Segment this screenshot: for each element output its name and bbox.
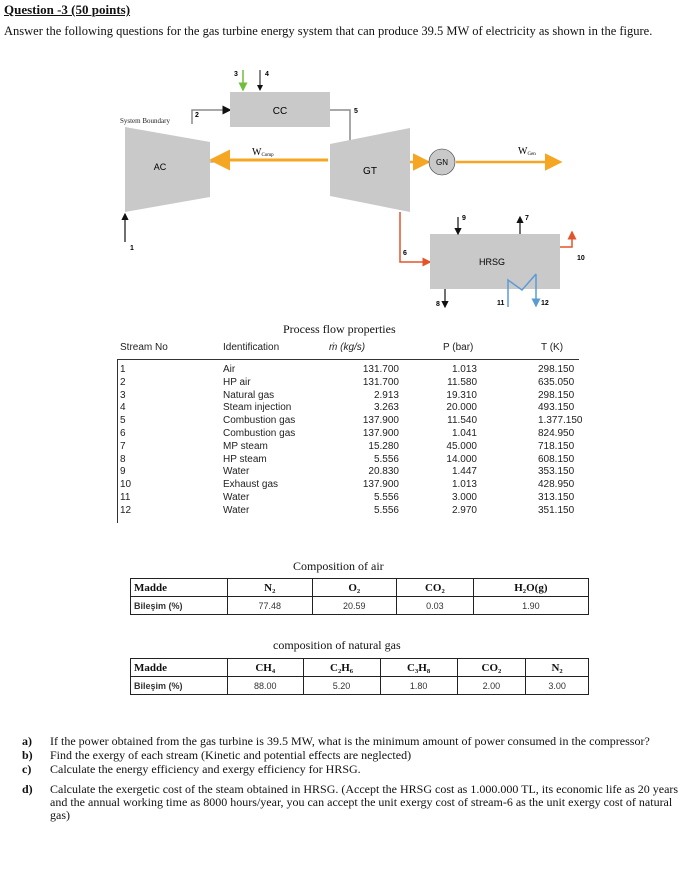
hrsg-label: HRSG (478, 257, 506, 267)
table-cell: 3.000 (451, 492, 477, 503)
air-value: 0.03 (397, 597, 474, 615)
air-species: CO₂ (397, 579, 474, 597)
gas-species: CH₄ (228, 659, 304, 677)
table-cell: 15.280 (368, 440, 399, 452)
table-cell: Exhaust gas (223, 479, 279, 491)
table-cell: 11.580 (447, 376, 477, 388)
air-value: 77.48 (228, 597, 313, 615)
boundary-label: System Boundary (120, 117, 170, 125)
table-cell: 2.970 (451, 504, 477, 516)
air-species: O₂ (312, 579, 397, 597)
gas-value: 5.20 (303, 677, 380, 695)
table-cell: 20.830 (368, 466, 399, 478)
table-row (117, 415, 583, 427)
ac-label: AC (153, 162, 167, 172)
air-comp-table (130, 578, 589, 615)
gas-madde-label: Madde (131, 659, 228, 677)
table-cell: 6 (120, 428, 126, 439)
table-cell: 718.150 (538, 440, 575, 452)
table-cell: Combustion gas (223, 428, 296, 439)
table-cell: HP steam (223, 453, 267, 465)
cc-label: CC (272, 106, 288, 117)
table-row (117, 492, 579, 504)
gas-comp-table (130, 658, 589, 695)
header-identification: Identification (223, 342, 280, 353)
gn-label: GN (436, 158, 448, 167)
question-item-a: a) If the power obtained from the gas turbine is 39.5 MW, what is the minimum amount of power consumed in the compressor? (22, 734, 650, 748)
table-cell: 353.150 (538, 466, 575, 478)
table-cell: Steam injection (223, 402, 292, 414)
system-diagram (100, 62, 600, 312)
gas-species: C₂H₆ (303, 659, 380, 677)
table-row (117, 377, 579, 389)
gas-species: N₂ (526, 659, 589, 677)
table-row (117, 428, 579, 440)
question-item-d: d) Calculate the exergetic cost of the steam obtained in HRSG. (Accept the HRSG cost as 1.000.000 TL, its economic life as 20 years and the annual working time as 8000 hours/year, you can accept the unit exergy cost of stream-6 as the unit exergy cost of natural gas) (22, 782, 679, 822)
gas-value: 3.00 (526, 677, 589, 695)
table-cell: Water (223, 504, 250, 516)
table-cell: 1 (120, 364, 126, 375)
header-temperature: T (K) (541, 342, 564, 353)
table-cell: 12 (120, 504, 132, 516)
gas-value: 1.80 (380, 677, 457, 695)
header-stream: Stream No (120, 342, 168, 353)
table-cell: 20.000 (446, 402, 477, 414)
table-cell: 824.950 (538, 428, 575, 439)
gas-species: C₃H₈ (380, 659, 457, 677)
table-cell: Combustion gas (223, 415, 296, 427)
air-species: N₂ (228, 579, 313, 597)
wgen-label: WGen (518, 146, 536, 157)
table-cell: 137.900 (362, 479, 399, 491)
stream-label-8: 8 (436, 301, 440, 308)
table-row (117, 454, 579, 466)
table-cell: 5.556 (373, 492, 399, 503)
table-cell: 298.150 (538, 389, 575, 401)
process-table-title: Process flow properties (283, 322, 396, 336)
stream-10-line (560, 232, 572, 247)
air-comp-title: Composition of air (293, 559, 384, 573)
table-row (117, 390, 579, 402)
table-cell: 19.310 (446, 389, 477, 401)
question-title: Question -3 (50 points) (4, 2, 131, 17)
table-cell: 14.000 (446, 453, 477, 465)
stream-label-9: 9 (462, 215, 466, 222)
table-cell: 5.556 (373, 504, 399, 516)
table-cell: 10 (120, 479, 132, 491)
stream-label-1: 1 (130, 245, 134, 252)
table-cell: 2 (120, 376, 126, 388)
question-list (22, 735, 684, 823)
stream-label-3: 3 (234, 71, 238, 78)
stream-label-4: 4 (265, 71, 269, 78)
table-cell: 1.377.150 (538, 415, 583, 427)
stream-label-5: 5 (354, 108, 358, 115)
table-cell: 3 (120, 389, 126, 401)
table-cell: Water (223, 466, 250, 478)
table-cell: Air (223, 364, 236, 375)
table-row (117, 505, 579, 517)
wcomp-label: WComp (252, 147, 274, 158)
table-cell: 2.913 (373, 389, 399, 401)
gas-value: 2.00 (457, 677, 526, 695)
table-cell: 1.013 (451, 364, 477, 375)
table-cell: 1.447 (451, 466, 477, 478)
table-cell: 493.150 (538, 402, 575, 414)
table-cell: 11.540 (447, 415, 477, 427)
table-row (117, 479, 579, 491)
table-cell: 5 (120, 415, 126, 427)
table-cell: 1.013 (451, 479, 477, 491)
table-cell: 137.900 (362, 415, 399, 427)
table-cell: 45.000 (446, 440, 477, 452)
ac-block (125, 127, 210, 212)
table-cell: 351.150 (538, 504, 575, 516)
table-row (117, 402, 579, 414)
cc-to-gt-line (330, 110, 350, 144)
table-cell: 4 (120, 402, 126, 414)
gt-label: GT (363, 166, 377, 177)
table-cell: Water (223, 492, 250, 503)
air-madde-label: Madde (131, 579, 228, 597)
table-row (117, 466, 579, 478)
table-cell: 131.700 (362, 364, 399, 375)
air-value: 20.59 (312, 597, 397, 615)
stream-label-2: 2 (195, 112, 199, 119)
table-cell: 131.700 (362, 376, 399, 388)
table-cell: 11 (120, 492, 131, 503)
gas-bilesim-label: Bileşim (%) (131, 677, 228, 695)
stream-label-10: 10 (577, 255, 585, 262)
table-cell: 298.150 (538, 364, 575, 375)
table-cell: 8 (120, 453, 126, 465)
stream-label-7: 7 (525, 215, 529, 222)
table-cell: 9 (120, 466, 126, 478)
table-cell: 313.150 (538, 492, 575, 503)
table-cell: 5.556 (373, 453, 399, 465)
header-mass-flow: ṁ (kg/s) (329, 342, 366, 353)
air-species: H₂O(g) (473, 579, 588, 597)
table-cell: 1.041 (451, 428, 477, 439)
table-cell: 3.263 (373, 402, 399, 414)
process-table (117, 342, 583, 527)
question-item-c: c) Calculate the energy efficiency and exergy efficiency for HRSG. (22, 762, 361, 776)
stream-label-12: 12 (541, 300, 549, 307)
table-cell: MP steam (223, 440, 268, 452)
question-item-b: b) Find the exergy of each stream (Kinetic and potential effects are neglected) (22, 748, 412, 762)
table-cell: HP air (223, 376, 251, 388)
table-cell: Natural gas (223, 389, 275, 401)
table-cell: 7 (120, 440, 126, 452)
gas-value: 88.00 (228, 677, 304, 695)
air-bilesim-label: Bileşim (%) (131, 597, 228, 615)
question-intro: Answer the following questions for the gas turbine energy system that can produce 39.5 MW of electricity as shown in the figure. (4, 24, 653, 38)
table-cell: 608.150 (538, 453, 575, 465)
table-row (117, 441, 579, 453)
stream-label-6: 6 (403, 250, 407, 257)
header-pressure: P (bar) (443, 342, 474, 353)
table-cell: 428.950 (538, 479, 575, 491)
table-row (117, 364, 579, 376)
gas-comp-title: composition of natural gas (273, 638, 401, 652)
table-header-rule (117, 359, 579, 360)
table-cell: 137.900 (362, 428, 399, 439)
table-cell: 635.050 (538, 376, 575, 388)
gas-species: CO₂ (457, 659, 526, 677)
air-value: 1.90 (473, 597, 588, 615)
stream-label-11: 11 (497, 300, 505, 307)
